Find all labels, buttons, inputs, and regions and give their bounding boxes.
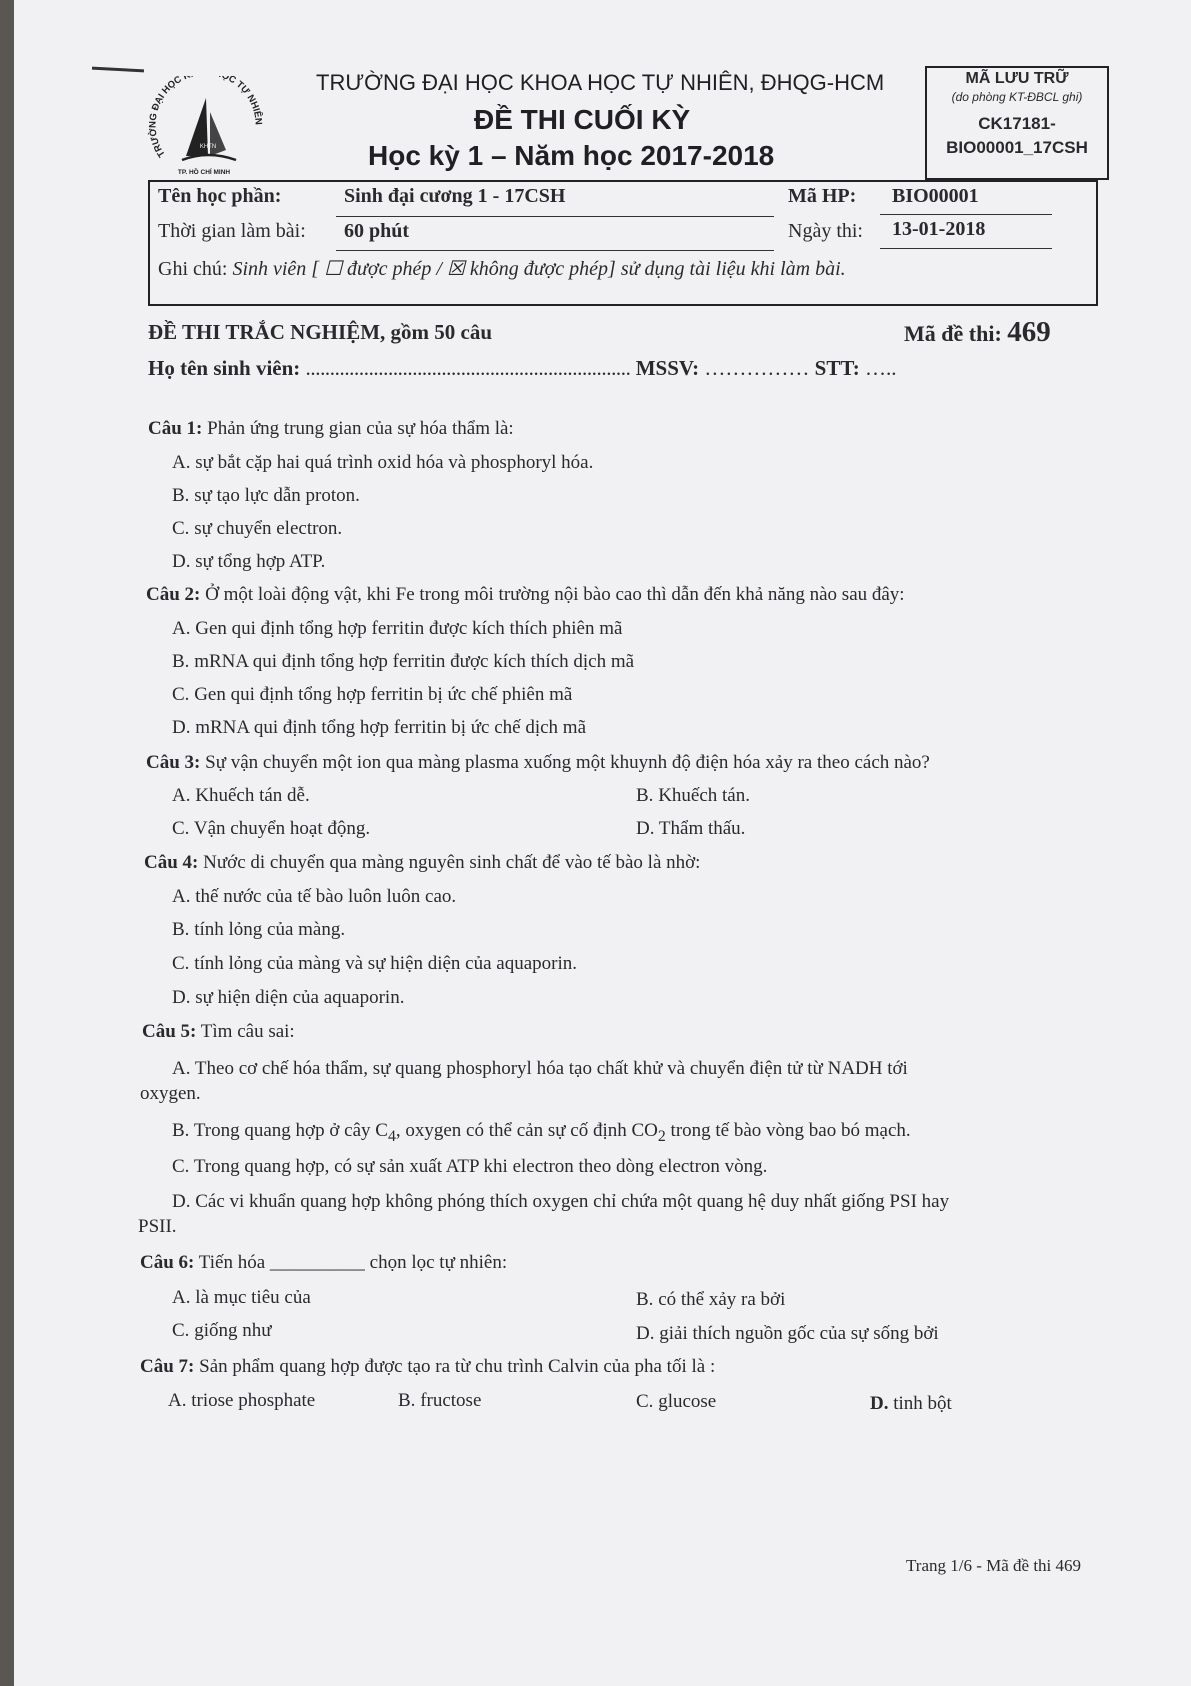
question-label: Câu 6: xyxy=(140,1252,195,1273)
date-label: Ngày thi: xyxy=(788,220,863,242)
option-letter: D. xyxy=(172,717,191,738)
option-letter: C. xyxy=(172,953,190,974)
q3-option-d[interactable] xyxy=(636,818,745,840)
option-letter: B. xyxy=(636,1289,654,1310)
date-underline xyxy=(880,248,1052,249)
logo-ring-left: TRƯỜNG ĐẠI HỌC xyxy=(147,76,184,160)
option-text: glucose xyxy=(658,1391,717,1412)
duration-value: 60 phút xyxy=(344,220,410,242)
exam-title: ĐỀ THI CUỐI KỲ xyxy=(474,104,691,135)
option-letter: D. xyxy=(172,987,191,1008)
q2-option-b[interactable] xyxy=(172,651,634,673)
question-4 xyxy=(144,852,700,874)
question-3 xyxy=(146,752,930,774)
question-7 xyxy=(140,1356,715,1378)
subscript: 4 xyxy=(387,1127,396,1145)
university-logo xyxy=(138,76,276,176)
course-underline xyxy=(336,216,774,217)
q5-option-d[interactable] xyxy=(172,1191,949,1213)
question-5 xyxy=(142,1021,295,1043)
question-stem: Ở một loài động vật, khi Fe trong môi trường nội bào cao thì dẫn đến khả năng nào sau đây: xyxy=(205,584,905,605)
q1-option-a[interactable] xyxy=(172,452,593,474)
option-letter: A. xyxy=(168,1390,187,1411)
logo-ring-top: ỌC xyxy=(219,76,238,87)
option-text: sự tạo lực dẫn proton. xyxy=(194,485,360,506)
option-letter: B. xyxy=(636,785,654,806)
archive-code-line2: BIO00001_17CSH xyxy=(946,138,1088,157)
question-2 xyxy=(146,584,905,606)
option-text: trong tế bào vòng bao bó mạch. xyxy=(665,1120,911,1141)
option-text: sự tổng hợp ATP. xyxy=(195,551,326,572)
option-letter: D. xyxy=(636,818,655,839)
option-text: tính lỏng của màng và sự hiện diện của aquaporin. xyxy=(194,953,577,974)
stt-label: STT: xyxy=(814,356,860,380)
option-letter: D. xyxy=(870,1393,889,1414)
q1-option-b[interactable] xyxy=(172,485,360,507)
option-text: , oxygen có thể cản sự cố định CO xyxy=(395,1120,658,1141)
q7-option-c[interactable] xyxy=(636,1391,716,1413)
exam-code-line xyxy=(904,316,1051,349)
option-letter: D. xyxy=(172,551,191,572)
option-text: tính lỏng của màng. xyxy=(194,919,346,940)
university-name: TRƯỜNG ĐẠI HỌC KHOA HỌC TỰ NHIÊN, ĐHQG-HCM xyxy=(316,70,885,95)
archive-code-box xyxy=(925,66,1109,180)
question-stem: Phản ứng trung gian của sự hóa thẩm là: xyxy=(207,418,514,439)
option-text: Các vi khuẩn quang hợp không phóng thích oxygen chỉ chứa một quang hệ duy nhất giống PSI hay xyxy=(195,1191,950,1212)
option-text: là mục tiêu của xyxy=(195,1287,311,1308)
q4-option-c[interactable] xyxy=(172,953,577,975)
option-text: Thẩm thấu. xyxy=(658,818,746,839)
q7-option-b[interactable] xyxy=(398,1390,481,1412)
option-letter: C. xyxy=(172,684,190,705)
option-text: giải thích nguồn gốc của sự sống bởi xyxy=(659,1323,939,1344)
archive-title: MÃ LƯU TRỮ xyxy=(965,70,1069,87)
question-label: Câu 1: xyxy=(148,418,203,439)
q6-option-b[interactable] xyxy=(636,1289,785,1311)
course-code-label: Mã HP: xyxy=(788,185,857,207)
q5-option-a-continued: oxygen. xyxy=(140,1083,201,1104)
note-label: Ghi chú: xyxy=(158,258,228,280)
q5-option-a[interactable] xyxy=(172,1058,908,1080)
q7-option-d[interactable] xyxy=(870,1393,952,1415)
note-text: Sinh viên [ ☐ được phép / ☒ không được phép] sử dụng tài liệu khi làm bài. xyxy=(232,258,846,280)
question-label: Câu 5: xyxy=(142,1021,197,1042)
question-stem: Nước di chuyển qua màng nguyên sinh chất để vào tế bào là nhờ: xyxy=(203,852,701,873)
option-letter: A. xyxy=(172,452,191,473)
q5-option-c[interactable] xyxy=(172,1156,767,1178)
q3-option-b[interactable] xyxy=(636,785,750,807)
q6-option-d[interactable] xyxy=(636,1323,939,1345)
mssv-label: MSSV: xyxy=(635,356,700,380)
option-text: sự chuyển electron. xyxy=(194,518,343,539)
option-text: sự bắt cặp hai quá trình oxid hóa và phosphoryl hóa. xyxy=(195,452,594,473)
duration-underline xyxy=(336,250,774,251)
option-text: Theo cơ chế hóa thẩm, sự quang phosphoryl hóa tạo chất khử và chuyển điện tử từ NADH tới xyxy=(194,1058,908,1079)
code-underline xyxy=(880,214,1052,215)
exam-term: Học kỳ 1 – Năm học 2017-2018 xyxy=(368,140,775,171)
option-text: triose phosphate xyxy=(191,1390,316,1411)
question-stem: Tìm câu sai: xyxy=(200,1021,295,1042)
option-letter: B. xyxy=(172,919,190,940)
question-1 xyxy=(148,418,514,440)
logo-ring-right: TỰ NHIÊN xyxy=(233,79,264,126)
q4-option-a[interactable] xyxy=(172,886,456,908)
option-letter: C. xyxy=(172,518,190,539)
q5-option-b[interactable] xyxy=(172,1120,911,1146)
course-value: Sinh đại cương 1 - 17CSH xyxy=(344,185,566,207)
option-letter: A. xyxy=(172,1287,191,1308)
exam-type: ĐỀ THI TRẮC NGHIỆM, gồm 50 câu xyxy=(148,320,493,344)
question-stem: Sự vận chuyển một ion qua màng plasma xuống một khuynh độ điện hóa xảy ra theo cách nào? xyxy=(205,752,930,773)
page-footer: Trang 1/6 - Mã đề thi 469 xyxy=(906,1556,1082,1575)
q3-option-c[interactable] xyxy=(172,818,370,840)
exam-code-value: 469 xyxy=(1007,316,1051,348)
option-letter: A. xyxy=(172,886,191,907)
exam-code-label: Mã đề thi: xyxy=(904,321,1002,346)
option-text: mRNA qui định tổng hợp ferritin được kích thích dịch mã xyxy=(194,651,635,672)
option-letter: D. xyxy=(636,1323,655,1344)
course-code-value: BIO00001 xyxy=(892,185,979,207)
option-text: thế nước của tế bào luôn luôn cao. xyxy=(195,886,457,907)
option-text: giống như xyxy=(194,1320,272,1341)
q4-option-d[interactable] xyxy=(172,987,404,1009)
q7-option-a[interactable] xyxy=(168,1390,315,1412)
option-letter: D. xyxy=(172,1191,191,1212)
question-label: Câu 7: xyxy=(140,1356,195,1377)
student-name-label: Họ tên sinh viên: xyxy=(148,356,301,380)
duration-label: Thời gian làm bài: xyxy=(158,220,306,242)
subscript: 2 xyxy=(657,1127,666,1145)
mssv-field[interactable]: …………… xyxy=(704,356,810,380)
option-letter: B. xyxy=(172,1120,190,1141)
stt-field[interactable]: ….. xyxy=(865,356,897,380)
option-letter: C. xyxy=(636,1391,654,1412)
note-line xyxy=(158,256,846,281)
q6-option-c[interactable] xyxy=(172,1320,272,1342)
question-stem-post: chọn lọc tự nhiên: xyxy=(369,1252,508,1273)
question-label: Câu 3: xyxy=(146,752,201,773)
option-text: fructose xyxy=(420,1390,482,1411)
q2-option-c[interactable] xyxy=(172,684,572,706)
option-letter: C. xyxy=(172,818,190,839)
q2-option-a[interactable] xyxy=(172,618,622,640)
option-text: Gen qui định tổng hợp ferritin bị ức chế phiên mã xyxy=(194,684,573,705)
q6-option-a[interactable] xyxy=(172,1287,311,1309)
course-label: Tên học phần: xyxy=(158,185,282,207)
option-text: có thể xảy ra bởi xyxy=(658,1289,786,1310)
option-letter: A. xyxy=(172,1058,191,1079)
q4-option-b[interactable] xyxy=(172,919,345,941)
question-stem: Sản phẩm quang hợp được tạo ra từ chu trình Calvin của pha tối là : xyxy=(199,1356,716,1377)
option-letter: C. xyxy=(172,1156,190,1177)
question-stem-pre: Tiến hóa xyxy=(198,1252,266,1273)
q1-option-d[interactable] xyxy=(172,551,325,573)
option-text: Vận chuyển hoạt động. xyxy=(193,818,371,839)
logo-ring-bottom: TP. HỒ CHÍ MINH xyxy=(177,169,231,176)
question-label: Câu 2: xyxy=(146,584,201,605)
option-letter: B. xyxy=(398,1390,416,1411)
option-text: tinh bột xyxy=(893,1393,952,1414)
option-letter: C. xyxy=(172,1320,190,1341)
option-text: mRNA qui định tổng hợp ferritin bị ức chế dịch mã xyxy=(195,717,587,738)
option-text: sự hiện diện của aquaporin. xyxy=(195,987,405,1008)
question-6 xyxy=(140,1252,507,1274)
option-text: Trong quang hợp, có sự sản xuất ATP khi electron theo dòng electron vòng. xyxy=(193,1156,768,1177)
q2-option-d[interactable] xyxy=(172,717,586,739)
option-letter: B. xyxy=(172,485,190,506)
student-name-field[interactable]: ................................................................... xyxy=(305,356,631,380)
student-info-line xyxy=(148,356,897,381)
q1-option-c[interactable] xyxy=(172,518,342,540)
option-text: Khuếch tán. xyxy=(658,785,750,806)
option-letter: A. xyxy=(172,618,191,639)
q5-option-d-continued: PSII. xyxy=(138,1216,177,1237)
option-text: Khuếch tán dễ. xyxy=(195,785,310,806)
option-letter: B. xyxy=(172,651,190,672)
option-text: Gen qui định tổng hợp ferritin được kích thích phiên mã xyxy=(195,618,623,639)
archive-note: (do phòng KT-ĐBCL ghi) xyxy=(951,90,1083,104)
question-label: Câu 4: xyxy=(144,852,199,873)
date-value: 13-01-2018 xyxy=(892,218,986,240)
option-letter: A. xyxy=(172,785,191,806)
question-blank[interactable]: __________ xyxy=(269,1252,365,1273)
option-text: Trong quang hợp ở cây C xyxy=(193,1120,388,1141)
logo-inner-text: KHTN xyxy=(199,144,217,150)
q3-option-a[interactable] xyxy=(172,785,310,807)
archive-code-line1: CK17181- xyxy=(978,114,1056,133)
